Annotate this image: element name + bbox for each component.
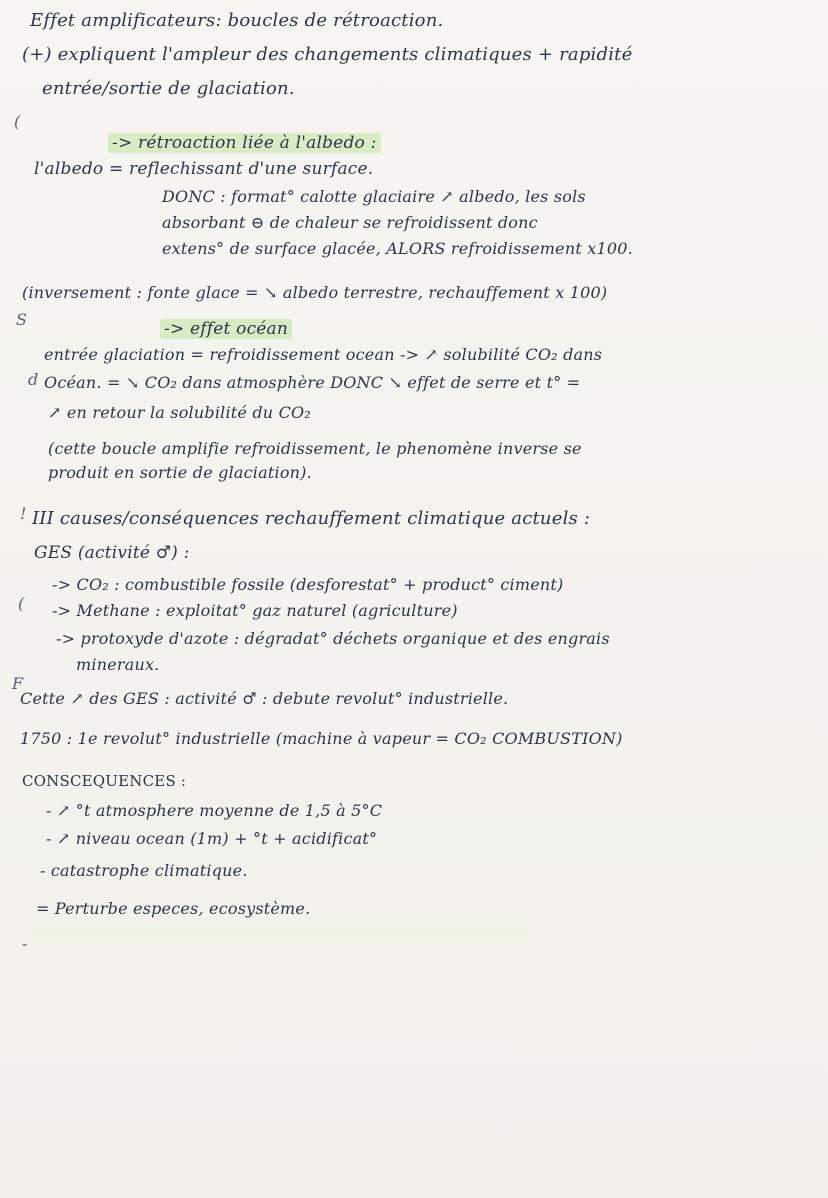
note-line-25: - ↗ °t atmosphere moyenne de 1,5 à 5°C: [46, 801, 383, 820]
note-line-17: GES (activité ♂) :: [34, 543, 190, 563]
margin-mark: F: [12, 674, 24, 693]
note-line-15: produit en sortie de glaciation).: [48, 463, 312, 482]
section-heading-3: III causes/conséquences rechauffement climatique actuels :: [32, 508, 591, 529]
note-line-22: Cette ↗ des GES : activité ♂ : debute revolut° industrielle.: [20, 689, 509, 708]
margin-mark: (: [18, 594, 25, 613]
note-line-19: -> Methane : exploitat° gaz naturel (agriculture): [52, 601, 458, 620]
margin-mark: (: [14, 112, 21, 131]
margin-mark: S: [16, 310, 27, 329]
note-line-6: DONC : format° calotte glaciaire ↗ albedo, les sols: [162, 187, 586, 206]
note-line-27: - catastrophe climatique.: [40, 861, 248, 880]
note-line-12: Océan. = ↘ CO₂ dans atmosphère DONC ↘ effet de serre et t° =: [44, 373, 581, 392]
note-line-26: - ↗ niveau ocean (1m) + °t + acidificat°: [46, 829, 378, 848]
note-line-11: entrée glaciation = refroidissement ocean -> ↗ solubilité CO₂ dans: [44, 345, 603, 364]
note-line-1: Effet amplificateurs: boucles de rétroaction.: [30, 10, 444, 31]
highlight-albedo: -> rétroaction liée à l'albedo :: [108, 133, 381, 153]
highlight-ocean: -> effet océan: [160, 319, 292, 339]
note-line-28: = Perturbe especes, ecosystème.: [36, 899, 311, 918]
margin-mark: d: [28, 370, 39, 389]
note-line-5: l'albedo = reflechissant d'une surface.: [34, 159, 374, 179]
note-line-14: (cette boucle amplifie refroidissement, le phenomène inverse se: [48, 439, 582, 458]
note-line-23: 1750 : 1e revolut° industrielle (machine à vapeur = CO₂ COMBUSTION): [20, 729, 623, 748]
note-line-9: (inversement : fonte glace = ↘ albedo terrestre, rechauffement x 100): [22, 283, 608, 302]
note-line-20: -> protoxyde d'azote : dégradat° déchets organique et des engrais: [56, 629, 610, 648]
note-line-4: [108, 132, 381, 154]
note-line-21: mineraux.: [76, 655, 160, 674]
note-line-3: entrée/sortie de glaciation.: [42, 78, 295, 99]
note-line-8: extens° de surface glacée, ALORS refroidissement x100.: [162, 239, 633, 258]
note-line-2: (+) expliquent l'ampleur des changements climatiques + rapidité: [22, 44, 633, 65]
note-line-13: ↗ en retour la solubilité du CO₂: [48, 403, 311, 422]
margin-mark: -: [22, 934, 28, 953]
faint-highlight-trace: [28, 924, 528, 942]
consequences-heading: CONSCEQUENCES :: [22, 772, 187, 790]
note-line-10: [160, 318, 292, 340]
note-line-18: -> CO₂ : combustible fossile (desforestat° + product° ciment): [52, 575, 564, 594]
note-line-7: absorbant ⊖ de chaleur se refroidissent donc: [162, 213, 538, 232]
margin-mark: !: [20, 504, 27, 523]
